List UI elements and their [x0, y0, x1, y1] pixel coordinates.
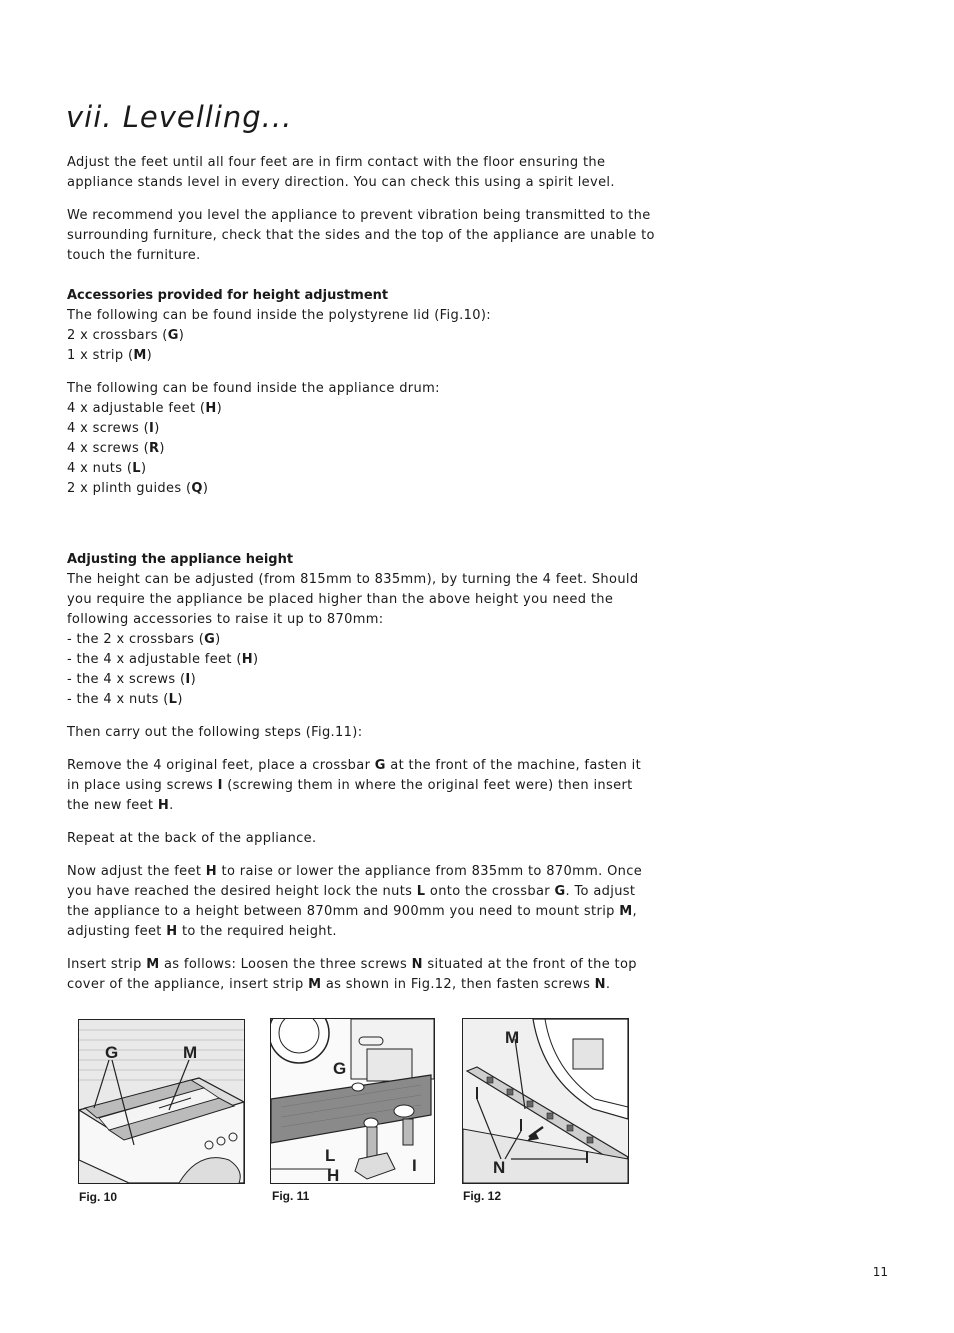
steps-intro: Then carry out the following steps (Fig.11):: [67, 725, 363, 740]
fig11-label-i: I: [412, 1156, 417, 1175]
figure-11-caption: Fig. 11: [272, 1189, 310, 1203]
fig11-label-g: G: [333, 1059, 347, 1078]
step-4: Insert strip M as follows: Loosen the three screws N situated at the front of the top cover of the appliance, insert strip M as shown in Fig.12, then fasten screws N.: [67, 957, 637, 992]
adjusting-intro: The height can be adjusted (from 815mm to 835mm), by turning the 4 feet. Should you require the appliance be placed higher than the above height you need the following accessories to raise it up to 870mm:: [67, 572, 639, 627]
drum-section: [67, 379, 657, 499]
figure-12-illustration: [462, 1018, 629, 1184]
fig10-label-g: G: [105, 1043, 119, 1062]
step-3: Now adjust the feet H to raise or lower the appliance from 835mm to 870mm. Once you have reached the desired height lock the nuts L onto the crossbar G. To adjust the appliance to a height between 870mm and 900mm you need to mount strip M, adjusting feet H to the required height.: [67, 864, 643, 939]
list-item: - the 4 x adjustable feet (H): [67, 652, 259, 667]
fig12-label-m: M: [505, 1028, 520, 1047]
figure-12-caption: Fig. 12: [463, 1189, 502, 1203]
drum-intro: The following can be found inside the appliance drum:: [67, 381, 440, 396]
fig11-label-h: H: [327, 1166, 340, 1183]
lid-intro: The following can be found inside the polystyrene lid (Fig.10):: [67, 308, 491, 323]
fig11-label-l: L: [325, 1146, 336, 1165]
accessories-heading: Accessories provided for height adjustment: [67, 288, 389, 303]
list-item: - the 4 x screws (I): [67, 672, 197, 687]
intro-paragraph-2: We recommend you level the appliance to prevent vibration being transmitted to the surrounding furniture, check that the sides and the top of the appliance are unable to touch the furniture.: [67, 208, 655, 263]
list-item: 4 x screws (I): [67, 421, 160, 436]
list-item: 4 x nuts (L): [67, 461, 147, 476]
step-1: Remove the 4 original feet, place a crossbar G at the front of the machine, fasten it in place using screws I (screwing them in where the original feet were) then insert the new feet H.: [67, 758, 642, 813]
list-item: 4 x screws (R): [67, 441, 165, 456]
adjusting-heading: Adjusting the appliance height: [67, 552, 294, 567]
list-item: - the 2 x crossbars (G): [67, 632, 221, 647]
figure-10-illustration: [78, 1019, 245, 1184]
step-2: Repeat at the back of the appliance.: [67, 831, 317, 846]
page-number: 11: [872, 1265, 888, 1279]
body-content: [67, 153, 657, 1008]
fig12-label-n: N: [493, 1158, 506, 1177]
adjusting-section: [67, 550, 657, 710]
list-item: 2 x crossbars (G): [67, 328, 185, 343]
figure-10-caption: Fig. 10: [79, 1190, 118, 1204]
accessories-section: [67, 286, 657, 366]
page-title: vii. Levelling...: [66, 100, 293, 134]
list-item: 4 x adjustable feet (H): [67, 401, 223, 416]
intro-paragraph-1: Adjust the feet until all four feet are in firm contact with the floor ensuring the appliance stands level in every direction. You can check this using a spirit level.: [67, 155, 615, 190]
list-item: - the 4 x nuts (L): [67, 692, 183, 707]
list-item: 1 x strip (M): [67, 348, 153, 363]
fig10-label-m: M: [183, 1043, 198, 1062]
figure-11-illustration: [270, 1018, 435, 1184]
list-item: 2 x plinth guides (Q): [67, 481, 209, 496]
